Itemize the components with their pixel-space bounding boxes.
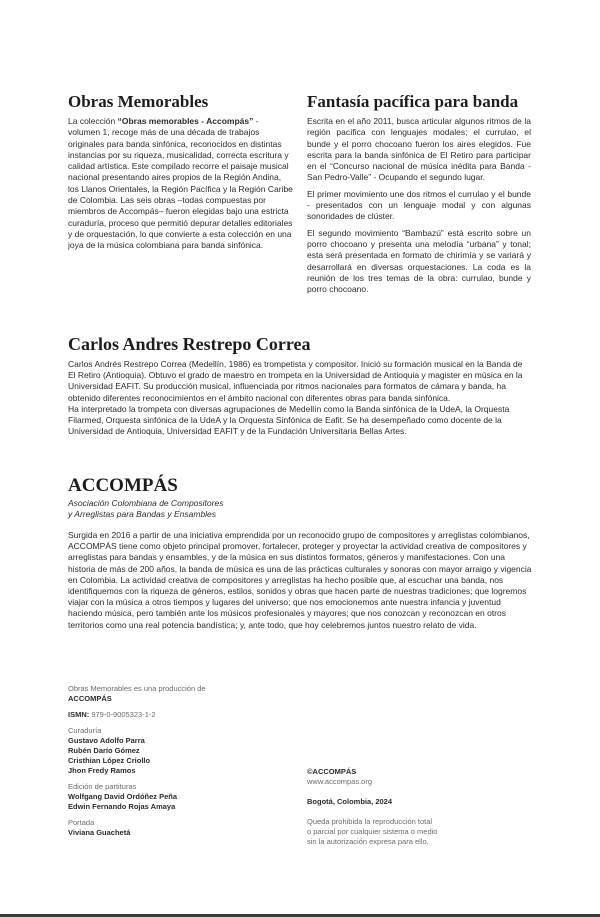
portada-name: Viviana Guachetá [68, 828, 131, 837]
bio-paragraph: Carlos Andrés Restrepo Correa (Medellín, 1986) es trompetista y compositor. Inició su formación musical en la Banda de El Retiro (Antioquia). Obtuvo el grado de maestro en trompeta en la Universidad de Antioquia y magister en música en la Universidad EAFIT. Su producción musical, influenciada por ritmos nacionales para formatos de cámara y banda, ha obtenido diferentes reconocimientos en el ámbito nacional con diferentes obras para banda sinfónica. [68, 359, 523, 403]
rights-notice [307, 817, 517, 847]
production-line: Obras Memorables es una producción de [68, 684, 206, 693]
fantasia-paragraph: El segundo movimiento “Bambazú” está escrito sobre un porro chocoano y presenta una melodía “urbana” y tonal; esta será presentada en formato de chirimía y se variará y desarrollará en diversas orquestaciones. La coda es la reunión de los tres temas de la obra: currulao, bunde y porro chocoano. [307, 227, 531, 295]
accompas-body: Surgida en 2016 a partir de una iniciativa emprendida por un reconocido grupo de compositores y arreglistas colombianos, ACCOMPÁS tiene como objeto principal promover, fortalecer, proteger y proyectar la actividad creativa de compositores y arreglistas para bandas y ensambles, y de la música en sus distintos formatos, géneros y manifestaciones. Con una historia de más de 200 años, la banda de música es una de las prácticas culturales y sonoras con mayor arraigo y vigencia en Colombia. La actividad creativa de compositores y arreglistas ha hecho posible que, al escuchar una banda, nos identifiquemos con la riqueza de géneros, estilos, sonidos y obras que hacen parte de nuestras tradiciones; que logremos viajar con la música a otros tiempos y lugares del universo; que nos emocionemos ante nuestra infancia y juventud haciendo música, pero también ante los músicos profesionales y mayores; que nos conozcan y reconozcan en otros territorios como una real potencia bandística; y, ante todo, que hoy celebremos juntos nuestro relato de vida. [68, 530, 532, 630]
editor-name: Edwin Fernando Rojas Amaya [68, 802, 176, 811]
fantasia-paragraph: Escrita en el año 2011, busca articular algunos ritmos de la región pacífica con lenguajes modales; el currulao, el bunde y el porro chocoano fueron los aires elegidos. Fue escrita para la banda sinfónica de El Retiro para participar en el “Concurso nacional de música inédita para Banda - San Pedro-Valle” - Ocupando el segundo lugar. [307, 116, 531, 183]
rights-notice-line: o parcial por cualquier sistema o medio [307, 827, 438, 836]
accompas-subtitle [68, 498, 532, 520]
curator-name: Gustavo Adolfo Parra [68, 736, 145, 745]
place-date: Bogotá, Colombia, 2024 [307, 797, 393, 806]
obras-memorables-text [68, 116, 293, 252]
accompas-section [68, 476, 532, 631]
copyright-block [307, 767, 517, 787]
obras-memorables-title: Obras Memorables [68, 92, 209, 111]
composer-name-title: Carlos Andres Restrepo Correa [68, 334, 311, 354]
ismn-line [68, 710, 288, 720]
production-block [68, 684, 288, 704]
editor-name: Wolfgang David Ordóñez Peña [68, 792, 178, 801]
edicion-block [68, 782, 288, 812]
composer-bio-section [68, 335, 532, 437]
ismn-value: 979-0-9005323-1-2 [89, 710, 156, 719]
accompas-subtitle-line: Asociación Colombiana de Compositores [68, 498, 224, 508]
bio-paragraph: Ha interpretado la trompeta con diversas agrupaciones de Medellín como la Banda sinfónica de la UdeA, la Orquesta Filarmed, Orquesta sinfónica de la UdeA y la Orquesta Sinfónica de Eafit. Se ha desempeñado como docente de la Universidad de Antioquia, Universidad EAFIT y de la Fundación Universitaria Bellas Artes. [68, 403, 510, 437]
collection-name: “Obras memorables - Accompás” [117, 116, 254, 126]
ismn-label: ISMN: [68, 710, 90, 719]
rights-notice-line: sin la autorización expresa para ello. [307, 837, 429, 846]
accompas-subtitle-line: y Arreglistas para Bandas y Ensambles [68, 509, 217, 519]
website-link[interactable]: www.accompas.org [307, 777, 373, 786]
portada-block [68, 818, 288, 838]
accompas-title: ACCOMPÁS [68, 475, 178, 496]
copyright-text: ©ACCOMPÁS [307, 767, 357, 776]
curator-name: Cristhian López Criollo [68, 756, 151, 765]
fantasia-title: Fantasía pacífica para banda [307, 92, 519, 111]
obras-body: - volumen 1, recoge más de una década de trabajos originales para banda sinfónica, reconocidos en distintas instancias por su riqueza, musicalidad, correcta escritura y calidad artística. Este compilado recorre el paisaje musical nacional presentando aires propios de la Región Andina, los Llanos Orientales, la Región Pacífica y la Región Caribe de Colombia. Las seis obras –todas compuestas por miembros de Accompás– fueron elegidas bajo una estricta curaduría, proceso que permitió depurar detalles editoriales y de orquestación, lo que convierte a esta colección en una joya de la música colombiana para banda sinfónica. [68, 116, 293, 251]
rights-notice-line: Queda prohibida la reproducción total [307, 817, 433, 826]
curator-name: Rubén Darío Gómez [68, 746, 140, 755]
obras-intro: La colección [68, 116, 118, 126]
obras-memorables-section [68, 93, 293, 252]
curaduria-block [68, 726, 288, 776]
imprint-section [307, 767, 517, 847]
fantasia-paragraph: El primer movimiento une dos ritmos el currulao y el bunde - presentados con un lenguaje modal y con algunas sonoridades de clúster. [307, 188, 531, 222]
fantasia-section [307, 93, 531, 300]
producer-name: ACCOMPÁS [68, 694, 112, 703]
portada-label: Portada [68, 818, 95, 827]
edicion-label: Edición de partituras [68, 782, 137, 791]
curaduria-label: Curaduría [68, 726, 102, 735]
curator-name: Jhon Fredy Ramos [68, 766, 136, 775]
credits-section [68, 684, 288, 844]
